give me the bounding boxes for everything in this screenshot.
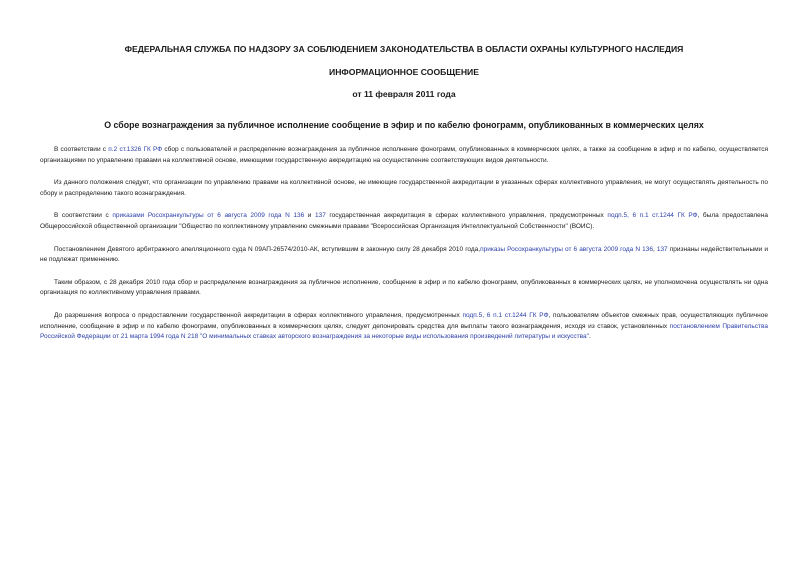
paragraph-text: .	[588, 333, 591, 341]
legal-reference-link[interactable]: приказами Росохранкультуры от 6 августа 2009 года N 136	[112, 212, 305, 220]
agency-heading: ФЕДЕРАЛЬНАЯ СЛУЖБА ПО НАДЗОРУ ЗА СОБЛЮДЕНИЕМ ЗАКОНОДАТЕЛЬСТВА В ОБЛАСТИ ОХРАНЫ КУЛЬТУРНОГО НАСЛЕДИЯ	[124, 44, 684, 54]
paragraph-text: , была предоставлена Общероссийской общественной организации "Общество по коллективному управлению смежными правами "Всероссийская Организация Интеллектуальной Собственности" (ВОИС).	[40, 212, 769, 230]
paragraph-text: государственная аккредитация в сферах коллективного управления, предусмотренных	[325, 212, 608, 220]
paragraph-text: Постановлением Девятого арбитражного апелляционного суда N 09АП-26574/2010-АК, вступившим в законную силу 28 декабря 2010 года,	[54, 245, 481, 253]
document-date: от 11 февраля 2011 года	[352, 89, 456, 99]
legal-reference-link[interactable]: 137	[314, 212, 326, 220]
legal-reference-link[interactable]: 137	[656, 245, 668, 253]
legal-reference-link[interactable]: постановлением Правительства Российской Федерации от 21 марта 1994 года N 218 "О минимальных ставках авторского вознаграждения за некоторые виды использования произведений литературы и искусства"	[40, 322, 769, 341]
paragraph	[40, 278, 768, 299]
paragraph-text: В соответствии с	[54, 146, 109, 153]
legal-reference-link[interactable]: приказы Росохранкультуры от 6 августа 2009 года N 136	[480, 245, 653, 253]
paragraph	[40, 178, 768, 199]
paragraph-text: , пользователям объектов смежных прав, осуществляющих публичное исполнение, сообщение в эфир и по кабелю фонограмм, опубликованных в коммерческих целях, следует депонировать средства для выплаты такого вознаграждения, исходя из ставок, установленных	[40, 311, 768, 330]
document-title: О сборе вознаграждения за публичное исполнение сообщение в эфир и по кабелю фонограмм, опубликованных в коммерческих целях	[104, 120, 704, 130]
legal-reference-link[interactable]: п.2 ст.1326 ГК РФ	[108, 146, 163, 153]
document-content	[40, 44, 768, 355]
paragraph-text: Таким образом, с 28 декабря 2010 года сбор и распределение вознаграждения за публичное исполнение, сообщение в эфир и по кабелю фонограмм, опубликованных в коммерческих целях, не уполномочена осуществлять ни одна организация по коллективному управления правами.	[40, 278, 768, 297]
paragraph-text: сбор с пользователей и распределение вознаграждения за публичное исполнение фонограмм, опубликованных в коммерческих целях, а также за сообщение в эфир и по кабелю, осуществляется организациями по управлению правами на коллективной основе, имеющими государственную аккредитацию на осуществление соответствующих видов деятельности.	[40, 146, 769, 164]
paragraph-text: Из данного положения следует, что организации по управлению правами на коллективной основе, не имеющие государственной аккредитации в указанных сферах коллективного управления, не могут осуществлять деятельность по сбору и распределению такого вознаграждения.	[40, 179, 768, 197]
paragraph-text: До разрешения вопроса о предоставлении государственной аккредитации в сферах коллективного управления, предусмотренных	[54, 311, 463, 319]
paragraph	[40, 145, 768, 166]
paragraph-text: В соответствии с	[54, 212, 113, 220]
paragraph-text: ,	[652, 245, 657, 253]
document-type-heading: ИНФОРМАЦИОННОЕ СООБЩЕНИЕ	[329, 67, 479, 77]
paragraph-text: признаны недействительными и не подлежат применению.	[40, 245, 768, 264]
legal-reference-link[interactable]: подп.5, 6 п.1 ст.1244 ГК РФ	[462, 311, 549, 319]
paragraph	[40, 245, 768, 266]
paragraph	[40, 311, 768, 343]
paragraph-text: и	[304, 212, 315, 220]
paragraph	[40, 211, 768, 232]
legal-reference-link[interactable]: подп.5, 6 п.1 ст.1244 ГК РФ	[607, 212, 698, 220]
document-body	[40, 145, 768, 343]
